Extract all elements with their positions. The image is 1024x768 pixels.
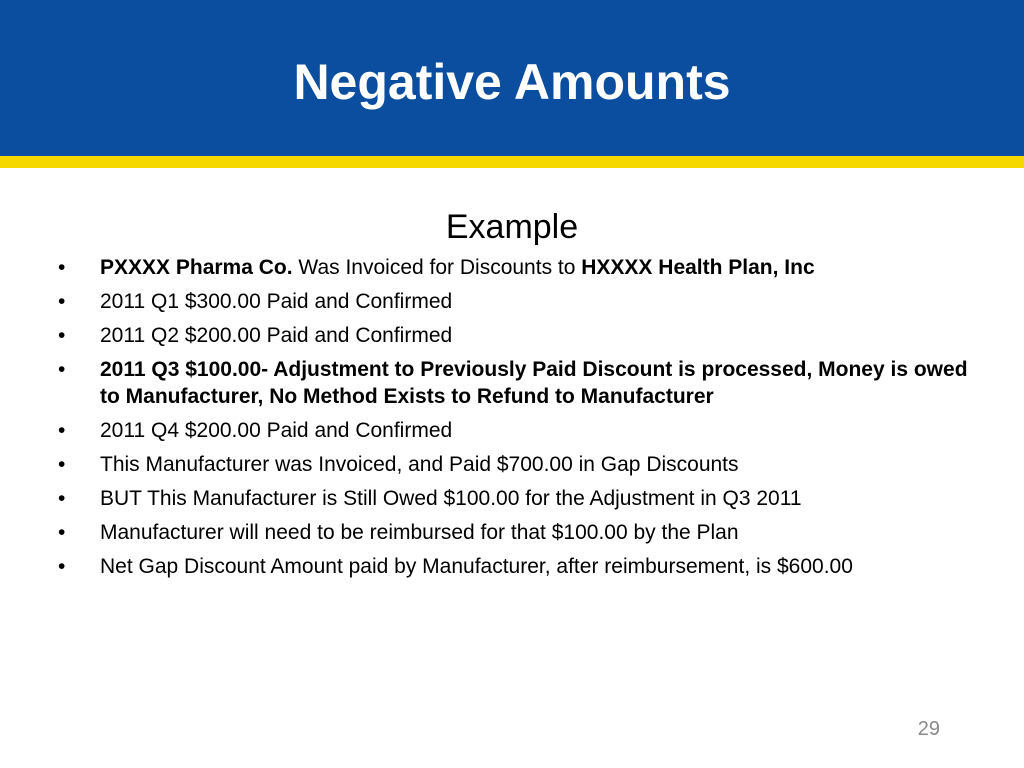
- bullet-text-bold: 2011 Q3 $100.00- Adjustment to Previously Paid Discount is processed, Money is owed to Manufacturer, No Method Exists to Refund to Manufacturer: [100, 358, 968, 408]
- bullet-dot: •: [58, 453, 66, 476]
- bullet-dot: •: [58, 487, 66, 510]
- bullet-item: [56, 553, 976, 580]
- bullet-text-bold: HXXXX Health Plan, Inc: [581, 256, 815, 279]
- bullet-text: 2011 Q4 $200.00 Paid and Confirmed: [100, 419, 453, 442]
- bullet-dot: •: [58, 256, 66, 279]
- bullet-text-bold: PXXXX Pharma Co.: [100, 256, 293, 279]
- bullet-item: [56, 519, 976, 546]
- bullet-text: 2011 Q1 $300.00 Paid and Confirmed: [100, 290, 453, 313]
- bullet-item: [56, 322, 976, 349]
- bullet-text: Was Invoiced for Discounts to: [292, 256, 582, 279]
- bullet-text: BUT This Manufacturer is Still Owed $100.00 for the Adjustment in Q3 2011: [100, 487, 802, 510]
- bullet-dot: •: [58, 324, 66, 347]
- slide-title: Negative Amounts: [293, 54, 731, 110]
- bullet-dot: •: [58, 290, 66, 313]
- bullet-text: This Manufacturer was Invoiced, and Paid $700.00 in Gap Discounts: [100, 453, 739, 476]
- bullet-dot: •: [58, 358, 66, 381]
- bullet-text: 2011 Q2 $200.00 Paid and Confirmed: [100, 324, 453, 347]
- bullet-item: [56, 288, 976, 315]
- page-number: 29: [917, 718, 940, 740]
- bullet-dot: •: [58, 419, 66, 442]
- bullet-item: [56, 451, 976, 478]
- bullet-text: Net Gap Discount Amount paid by Manufacturer, after reimbursement, is $600.00: [100, 555, 853, 578]
- bullet-item: [56, 356, 976, 410]
- bullet-item: [56, 485, 976, 512]
- bullet-item: [56, 417, 976, 444]
- bullet-text: Manufacturer will need to be reimbursed for that $100.00 by the Plan: [100, 521, 739, 544]
- title-accent-stripe: [0, 156, 1024, 168]
- bullet-item: [56, 254, 976, 281]
- bullet-dot: •: [58, 555, 66, 578]
- bullet-dot: •: [58, 521, 66, 544]
- slide-subtitle: Example: [445, 208, 579, 246]
- bullet-list: [56, 254, 976, 587]
